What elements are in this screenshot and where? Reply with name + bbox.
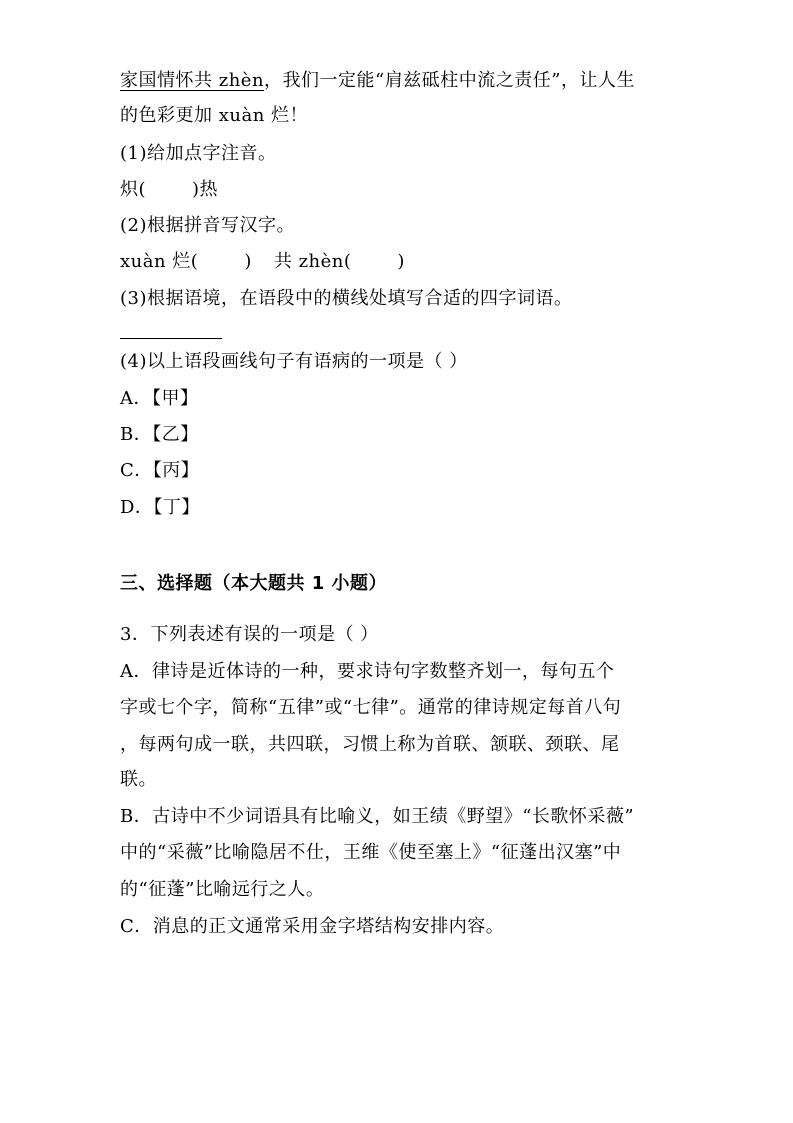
question-3-stem: 3．下列表述有误的一项是（ ）	[120, 624, 379, 645]
q2-item2-end: )	[397, 251, 405, 272]
passage-line-1	[120, 68, 635, 94]
q4-option-b: B．【乙】	[120, 424, 199, 445]
q3-answer-line[interactable]	[120, 338, 222, 339]
option-b-line-1: B．古诗中不少词语具有比喻义，如王绩《野望》“长歌怀采薇”	[120, 806, 635, 827]
q4-option-a: A．【甲】	[120, 388, 199, 409]
q2-prompt: (2)根据拼音写汉字。	[120, 215, 295, 236]
passage-text: ，我们一定能“肩兹砥柱中流之责任”，让人生	[264, 70, 635, 91]
option-a-line-2: 字或七个字，简称“五律”或“七律”。通常的律诗规定每首八句	[120, 697, 622, 718]
option-b-line-2: 中的“采薇”比喻隐居不仕，王维《使至塞上》“征蓬出汉塞”中	[120, 842, 622, 863]
passage-line-2: 的色彩更加 xuàn 烂！	[120, 105, 309, 126]
option-b-line-3: 的“征蓬”比喻远行之人。	[120, 879, 325, 900]
q3-prompt: (3)根据语境，在语段中的横线处填写合适的四字词语。	[120, 288, 573, 309]
q1-prompt: (1)给加点字注音。	[120, 143, 277, 164]
option-a-line-1: A．律诗是近体诗的一种，要求诗句字数整齐划一，每句五个	[120, 661, 615, 682]
option-a-line-3: ，每两句成一联，共四联，习惯上称为首联、颔联、颈联、尾	[120, 734, 620, 755]
q4-prompt: (4)以上语段画线句子有语病的一项是（ ）	[120, 351, 468, 372]
option-c-line-1: C．消息的正文通常采用金字塔结构安排内容。	[120, 916, 505, 937]
q2-item1-start: xuàn 烂(	[120, 251, 199, 272]
q1-item	[120, 177, 218, 203]
option-a-line-4: 联。	[120, 769, 157, 790]
q2-item2-start: 共 zhèn(	[273, 251, 352, 272]
section-heading: 三、选择题（本大题共 1 小题）	[120, 573, 388, 594]
q4-option-d: D．【丁】	[120, 497, 200, 518]
q2-item1-end: )	[244, 251, 252, 272]
underlined-sentence: 家国情怀共 zhèn	[120, 70, 265, 91]
q4-option-c: C．【丙】	[120, 460, 200, 481]
q1-item-start: 炽(	[120, 179, 147, 200]
q1-item-end: )热	[192, 179, 219, 200]
q2-item	[120, 249, 405, 275]
